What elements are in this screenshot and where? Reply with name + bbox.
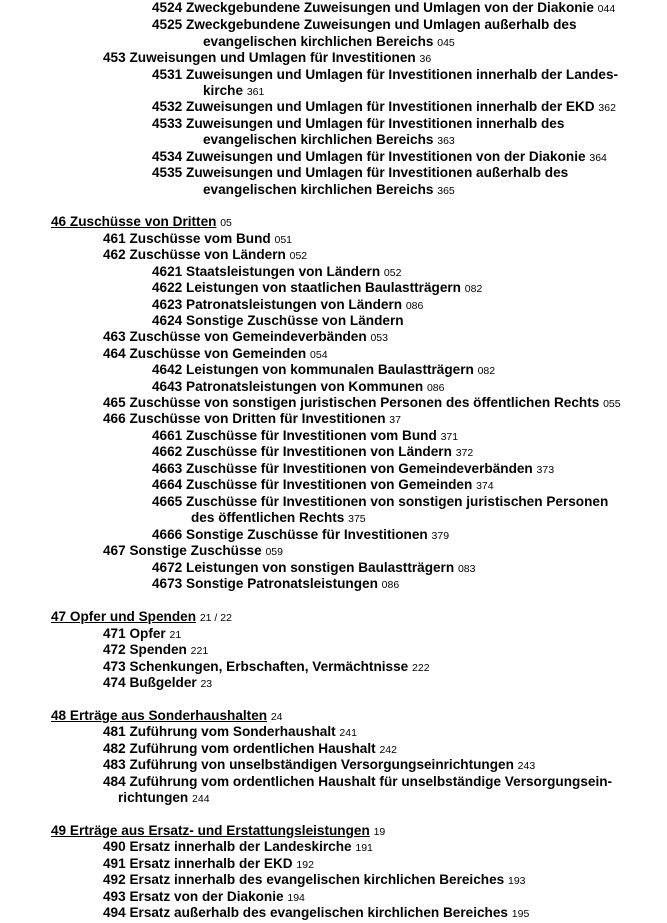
- section-47-heading: 47 Opfer und Spenden 21 / 22: [51, 609, 232, 624]
- entry-464: 464 Zuschüsse von Gemeinden 054: [103, 346, 328, 361]
- entry-471: 471 Opfer 21: [103, 626, 182, 641]
- entry-4525: 4525 Zweckgebundene Zuweisungen und Umlagen außerhalb des: [152, 17, 577, 32]
- entry-461: 461 Zuschüsse vom Bund 051: [103, 231, 293, 246]
- entry-484: 484 Zuführung vom ordentlichen Haushalt für unselbständige Versorgungsein-: [103, 774, 613, 789]
- entry-484-cont: richtungen 244: [118, 790, 210, 805]
- entry-4661: 4661 Zuschüsse für Investitionen vom Bund 371: [152, 428, 459, 443]
- entry-4672: 4672 Leistungen von sonstigen Baulastträgern 083: [152, 560, 476, 575]
- entry-4662: 4662 Zuschüsse für Investitionen von Ländern 372: [152, 444, 474, 459]
- entry-4663: 4663 Zuschüsse für Investitionen von Gemeindeverbänden 373: [152, 461, 555, 476]
- entry-465: 465 Zuschüsse von sonstigen juristischen Personen des öffentlichen Rechts 055: [103, 395, 621, 410]
- entry-4622: 4622 Leistungen von staatlichen Baulastträgern 082: [152, 280, 483, 295]
- entry-483: 483 Zuführung von unselbständigen Versorgungseinrichtungen 243: [103, 757, 536, 772]
- section-48-heading: 48 Erträge aus Sonderhaushalten 24: [51, 708, 283, 723]
- entry-4532: 4532 Zuweisungen und Umlagen für Investitionen innerhalb der EKD 362: [152, 99, 616, 114]
- entry-467: 467 Sonstige Zuschüsse 059: [103, 543, 283, 558]
- entry-4533-cont: evangelischen kirchlichen Bereichs 363: [203, 132, 455, 147]
- entry-493: 493 Ersatz von der Diakonie 194: [103, 889, 305, 904]
- entry-463: 463 Zuschüsse von Gemeindeverbänden 053: [103, 329, 388, 344]
- entry-481: 481 Zuführung vom Sonderhaushalt 241: [103, 724, 357, 739]
- entry-473: 473 Schenkungen, Erbschaften, Vermächtnisse 222: [103, 659, 430, 674]
- entry-492: 492 Ersatz innerhalb des evangelischen kirchlichen Bereiches 193: [103, 872, 526, 887]
- entry-4665-cont: des öffentlichen Rechts 375: [191, 510, 366, 525]
- entry-4642: 4642 Leistungen von kommunalen Baulastträgern 082: [152, 362, 496, 377]
- entry-462: 462 Zuschüsse von Ländern 052: [103, 247, 308, 262]
- entry-4664: 4664 Zuschüsse für Investitionen von Gemeinden 374: [152, 477, 494, 492]
- entry-472: 472 Spenden 221: [103, 642, 209, 657]
- entry-4666: 4666 Sonstige Zuschüsse für Investitionen 379: [152, 527, 450, 542]
- entry-4535-cont: evangelischen kirchlichen Bereichs 365: [203, 182, 455, 197]
- entry-4643: 4643 Patronatsleistungen von Kommunen 086: [152, 379, 445, 394]
- entry-4533: 4533 Zuweisungen und Umlagen für Investitionen innerhalb des: [152, 116, 565, 131]
- entry-4524: 4524 Zweckgebundene Zuweisungen und Umlagen von der Diakonie 044: [152, 0, 616, 15]
- entry-474: 474 Bußgelder 23: [103, 675, 213, 690]
- section-49-heading: 49 Erträge aus Ersatz- und Erstattungsleistungen 19: [51, 823, 386, 838]
- entry-4535: 4535 Zuweisungen und Umlagen für Investitionen außerhalb des: [152, 165, 569, 180]
- entry-4624: 4624 Sonstige Zuschüsse von Ländern: [152, 313, 404, 328]
- entry-4665: 4665 Zuschüsse für Investitionen von sonstigen juristischen Personen: [152, 494, 609, 509]
- entry-494: 494 Ersatz außerhalb des evangelischen kirchlichen Bereiches 195: [103, 905, 530, 920]
- entry-466: 466 Zuschüsse von Dritten für Investitionen 37: [103, 411, 401, 426]
- entry-4531: 4531 Zuweisungen und Umlagen für Investitionen innerhalb der Landes-: [152, 67, 619, 82]
- entry-4534: 4534 Zuweisungen und Umlagen für Investitionen von der Diakonie 364: [152, 149, 607, 164]
- section-46-heading: 46 Zuschüsse von Dritten 05: [51, 214, 232, 229]
- entry-491: 491 Ersatz innerhalb der EKD 192: [103, 856, 314, 871]
- entry-4621: 4621 Staatsleistungen von Ländern 052: [152, 264, 402, 279]
- entry-4525-cont: evangelischen kirchlichen Bereichs 045: [203, 34, 455, 49]
- entry-490: 490 Ersatz innerhalb der Landeskirche 191: [103, 839, 373, 854]
- entry-4673: 4673 Sonstige Patronatsleistungen 086: [152, 576, 400, 591]
- entry-482: 482 Zuführung vom ordentlichen Haushalt 242: [103, 741, 397, 756]
- entry-453: 453 Zuweisungen und Umlagen für Investitionen 36: [103, 50, 432, 65]
- entry-4531-cont: kirche 361: [203, 83, 265, 98]
- entry-4623: 4623 Patronatsleistungen von Ländern 086: [152, 297, 424, 312]
